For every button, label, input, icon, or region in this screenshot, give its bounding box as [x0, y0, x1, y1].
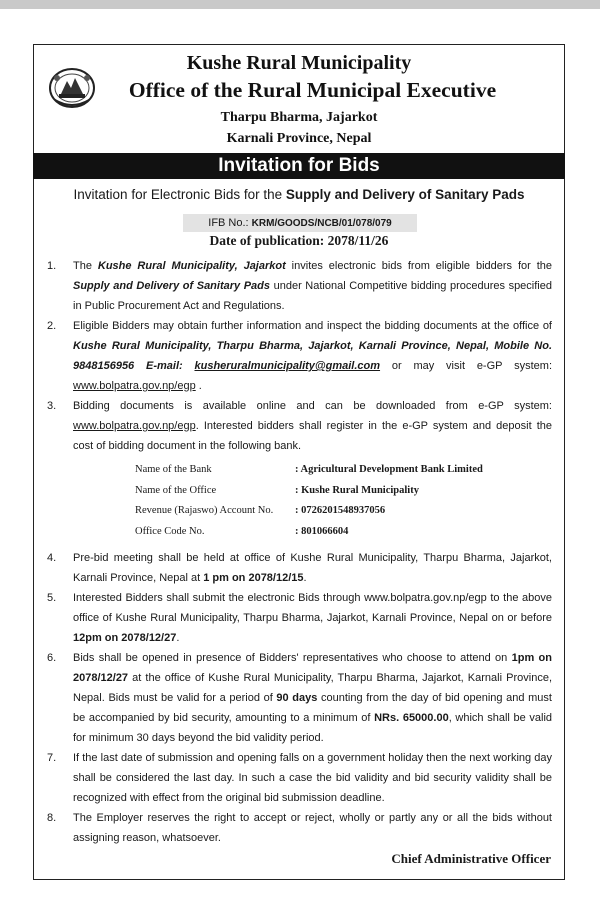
subtitle-subject: Supply and Delivery of Sanitary Pads [285, 187, 525, 202]
clause-text: Bidding documents is available online and can be downloaded from e-GP system: [73, 400, 552, 412]
clause-office: Kushe Rural Municipality, Tharpu Bharma, Jajarkot, Karnali Province, Nepal, Mobile No. 9848156956 E-mail: [73, 340, 552, 372]
bank-label: Name of the Bank [135, 464, 212, 475]
clause-number: 8. [47, 812, 57, 824]
clause-text: If the last date of submission and opening falls on a government holiday then the next working day shall be considered the last day. In such a case the bid validity and bid security validity shall be recognized with effect from the original bid submission deadline. [73, 752, 552, 804]
clause-org: Kushe Rural Municipality, Jajarkot [97, 260, 286, 272]
clause-text: . Interested bidders shall register in the e-GP system and deposit the cost of bidding document in the following bank. [73, 420, 552, 452]
clause-number: 6. [47, 652, 57, 664]
clause-text: Interested Bidders shall submit the electronic Bids through [73, 592, 365, 604]
notice-subtitle [33, 187, 565, 202]
egp-link[interactable]: www.bolpatra.gov.np/egp [364, 592, 487, 604]
clause-number: 5. [47, 592, 57, 604]
clause-text: The Employer reserves the right to accept or reject, wholly or partly any or all the bids without assigning reason, whatsoever. [73, 812, 552, 844]
clause-number: 3. [47, 400, 57, 412]
bank-value: : Kushe Rural Municipality [295, 484, 419, 496]
municipality-name: Kushe Rural Municipality [186, 52, 412, 74]
clause-number: 1. [47, 260, 57, 272]
table-row [135, 460, 483, 481]
validity-period: 90 days [276, 692, 318, 704]
address-line-2: Karnali Province, Nepal [226, 131, 372, 146]
clause-8 [47, 808, 552, 848]
submission-deadline: 12pm on 2078/12/27 [73, 632, 177, 644]
clause-text: counting from the day of bid opening and must be accompanied by bid security, amounting to a minimum of [73, 692, 552, 724]
clause-text: . [176, 632, 180, 644]
ifb-label: IFB No.: [208, 217, 252, 229]
clause-number: 4. [47, 552, 57, 564]
clause-number: 2. [47, 320, 57, 332]
egp-link[interactable]: www.bolpatra.gov.np/egp [73, 420, 196, 432]
clause-text: under National Competitive bidding procedures specified in Public Procurement Act and Regulations. [73, 280, 552, 312]
ifb-code: KRM/GOODS/NCB/01/078/079 [251, 218, 392, 229]
opening-time: 1pm on 2078/12/27 [73, 652, 552, 684]
bank-label: Revenue (Rajaswo) Account No. [135, 505, 274, 516]
clause-text: to the above office of Kushe Rural Municipality, Tharpu Bharma, Jajarkot, Karnali Province, Nepal on or before [73, 592, 552, 624]
clause-text: invites electronic bids from eligible bidders for the [285, 260, 552, 272]
bank-value: : 0726201548937056 [295, 505, 386, 516]
ifb-number [183, 214, 417, 232]
clause-text: . [303, 572, 307, 584]
bid-security-amount: NRs. 65000.00 [374, 712, 449, 724]
bank-value: : 801066604 [295, 525, 349, 537]
top-band [0, 0, 600, 9]
clause-5 [47, 588, 552, 648]
clause-number: 7. [47, 752, 57, 764]
table-row [135, 481, 483, 502]
egp-link[interactable]: www.bolpatra.gov.np/egp [73, 380, 196, 392]
clause-text: . [195, 380, 202, 392]
clause-4 [47, 548, 552, 588]
clause-2 [47, 316, 552, 396]
clause-text: Eligible Bidders may obtain further information and inspect the bidding documents at the office of [73, 320, 552, 332]
clause-text: or may visit e-GP system: [380, 360, 552, 372]
clause-text: Bids shall be opened in presence of Bidders' representatives who choose to attend on [73, 652, 512, 664]
clause-7 [47, 748, 552, 808]
address-line-1: Tharpu Bharma, Jajarkot [220, 110, 378, 125]
signatory-title: Chief Administrative Officer [391, 851, 551, 866]
clause-text: Pre-bid meeting shall be held at office of Kushe Rural Municipality, Tharpu Bharma, Jajarkot, Karnali Province, Nepal at [73, 552, 552, 584]
bank-label: Name of the Office [135, 484, 217, 496]
bank-label: Office Code No. [135, 525, 205, 537]
office-name: Office of the Rural Municipal Executive [128, 78, 497, 102]
clause-text: The [73, 260, 98, 272]
email-link[interactable]: kusheruralmunicipality@gmail.com [194, 360, 381, 372]
clause-subject: Supply and Delivery of Sanitary Pads [73, 280, 271, 292]
table-row [135, 522, 483, 543]
table-row [135, 501, 483, 522]
notice-banner: Invitation for Bids [33, 153, 565, 179]
clause-3 [47, 396, 552, 542]
prebid-time: 1 pm on 2078/12/15 [203, 572, 304, 584]
clause-text: at the office of Kushe Rural Municipality, Tharpu Bharma, Jajarkot, Karnali Province, Nepal. Bids must be valid for a period of [73, 672, 552, 704]
publication-date: Date of publication: 2078/11/26 [209, 233, 389, 248]
subtitle-prefix: Invitation for Electronic Bids for the [73, 187, 286, 202]
clause-1 [47, 256, 552, 316]
clause-text: , which shall be valid for minimum 30 days beyond the bid validity period. [73, 712, 553, 744]
bank-value: : Agricultural Development Bank Limited [295, 464, 483, 475]
bank-details-table [135, 460, 483, 542]
bid-clauses [47, 256, 552, 848]
clause-6 [47, 648, 552, 748]
